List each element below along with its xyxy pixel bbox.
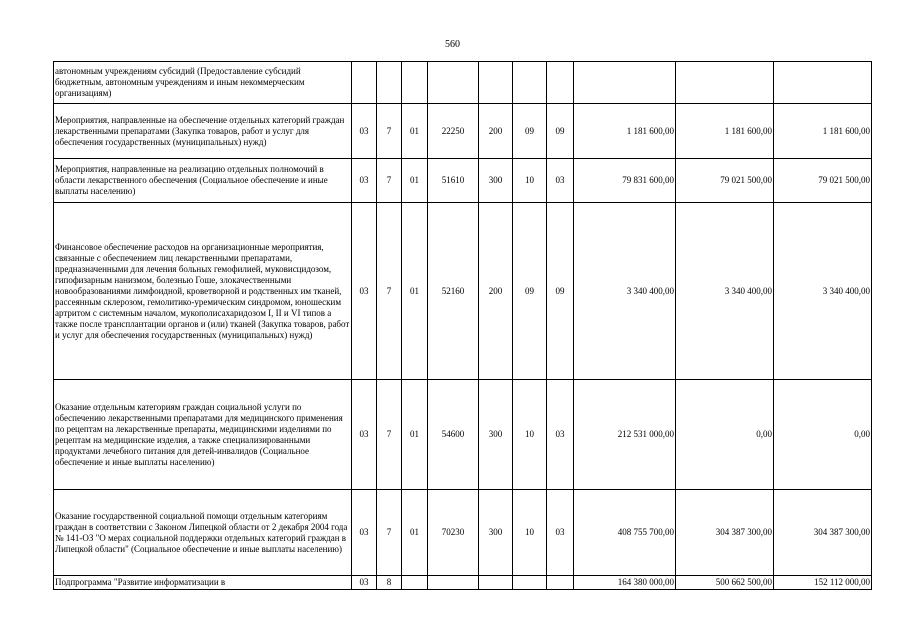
program-code: 03 <box>352 203 377 380</box>
subsection-code: 03 <box>547 380 574 490</box>
subprogram-code: 8 <box>377 576 402 590</box>
amount-2: 0,00 <box>676 380 774 490</box>
direction-code <box>428 62 479 104</box>
amount-3: 304 387 300,00 <box>774 490 872 576</box>
event-code: 01 <box>402 490 428 576</box>
amount-2 <box>676 62 774 104</box>
subsection-code: 09 <box>547 203 574 380</box>
event-code: 01 <box>402 159 428 203</box>
program-code: 03 <box>352 576 377 590</box>
expense-type-code: 300 <box>479 380 513 490</box>
amount-2: 1 181 600,00 <box>676 104 774 159</box>
amount-2: 3 340 400,00 <box>676 203 774 380</box>
direction-code: 22250 <box>428 104 479 159</box>
section-code: 10 <box>513 380 547 490</box>
section-code: 09 <box>513 203 547 380</box>
amount-1: 79 831 600,00 <box>574 159 676 203</box>
row-description: Оказание государственной социальной помощи отдельным категориям граждан в соответствии с Законом Липецкой области от 2 декабря 2004 года № 141-ОЗ "О мерах социальной поддержки отдельных категорий граждан в Липецкой области" (Социальное обеспечение и иные выплаты населению) <box>54 490 352 576</box>
amount-3 <box>774 62 872 104</box>
subsection-code <box>547 576 574 590</box>
subsection-code <box>547 62 574 104</box>
amount-3: 3 340 400,00 <box>774 203 872 380</box>
subprogram-code: 7 <box>377 104 402 159</box>
amount-1 <box>574 62 676 104</box>
amount-1: 164 380 000,00 <box>574 576 676 590</box>
budget-table <box>53 61 872 590</box>
subprogram-code: 7 <box>377 203 402 380</box>
page-number: 560 <box>445 39 460 50</box>
event-code <box>402 576 428 590</box>
event-code: 01 <box>402 104 428 159</box>
table-row <box>54 104 872 159</box>
row-description: Оказание отдельным категориям граждан социальной услуги по обеспечению лекарственными препаратами для медицинского применения по рецептам на лекарственные препараты, медицинскими изделиями по рецептам на медицинские изделия, а также специализированными продуктами лечебного питания для детей-инвалидов (Социальное обеспечение и иные выплаты населению) <box>54 380 352 490</box>
expense-type-code <box>479 62 513 104</box>
subsection-code: 09 <box>547 104 574 159</box>
direction-code: 54600 <box>428 380 479 490</box>
subprogram-code: 7 <box>377 159 402 203</box>
amount-2: 79 021 500,00 <box>676 159 774 203</box>
table-row <box>54 576 872 590</box>
direction-code: 51610 <box>428 159 479 203</box>
expense-type-code: 300 <box>479 490 513 576</box>
event-code <box>402 62 428 104</box>
amount-3: 1 181 600,00 <box>774 104 872 159</box>
subsection-code: 03 <box>547 159 574 203</box>
amount-3: 0,00 <box>774 380 872 490</box>
expense-type-code: 200 <box>479 104 513 159</box>
amount-1: 3 340 400,00 <box>574 203 676 380</box>
direction-code: 70230 <box>428 490 479 576</box>
row-description: Подпрограмма "Развитие информатизации в <box>54 576 352 590</box>
table-row <box>54 159 872 203</box>
section-code: 09 <box>513 104 547 159</box>
program-code: 03 <box>352 490 377 576</box>
section-code: 10 <box>513 490 547 576</box>
section-code <box>513 576 547 590</box>
amount-1: 408 755 700,00 <box>574 490 676 576</box>
program-code: 03 <box>352 380 377 490</box>
row-description: Финансовое обеспечение расходов на организационные мероприятия, связанные с обеспечением лиц лекарственными препаратами, предназначенными для лечения больных гемофилией, муковисцидозом, гипофизарным нанизмом, болезнью Гоше, злокачественными новообразованиями лимфоидной, кроветворной и родственных им тканей, рассеянным склерозом, гемолитико-уремическим синдромом, юношеским артритом с системным началом, мукополисахаридозом I, II и VI типов а также после трансплантации органов и (или) тканей (Закупка товаров, работ и услуг для обеспечения государственных (муниципальных) нужд) <box>54 203 352 380</box>
direction-code <box>428 576 479 590</box>
table-row <box>54 490 872 576</box>
program-code <box>352 62 377 104</box>
table-row <box>54 62 872 104</box>
row-description: Мероприятия, направленные на обеспечение отдельных категорий граждан лекарственными препаратами (Закупка товаров, работ и услуг для обеспечения государственных (муниципальных) нужд) <box>54 104 352 159</box>
event-code: 01 <box>402 380 428 490</box>
section-code <box>513 62 547 104</box>
section-code: 10 <box>513 159 547 203</box>
amount-2: 500 662 500,00 <box>676 576 774 590</box>
subprogram-code <box>377 62 402 104</box>
expense-type-code: 300 <box>479 159 513 203</box>
program-code: 03 <box>352 104 377 159</box>
amount-1: 212 531 000,00 <box>574 380 676 490</box>
expense-type-code <box>479 576 513 590</box>
event-code: 01 <box>402 203 428 380</box>
table-row <box>54 203 872 380</box>
row-description: автономным учреждениям субсидий (Предоставление субсидий бюджетным, автономным учреждениям и иным некоммерческим организациям) <box>54 62 352 104</box>
expense-type-code: 200 <box>479 203 513 380</box>
row-description: Мероприятия, направленные на реализацию отдельных полномочий в области лекарственного обеспечения (Социальное обеспечение и иные выплаты населению) <box>54 159 352 203</box>
subsection-code: 03 <box>547 490 574 576</box>
subprogram-code: 7 <box>377 490 402 576</box>
table-row <box>54 380 872 490</box>
amount-3: 152 112 000,00 <box>774 576 872 590</box>
program-code: 03 <box>352 159 377 203</box>
amount-3: 79 021 500,00 <box>774 159 872 203</box>
direction-code: 52160 <box>428 203 479 380</box>
table-body <box>54 62 872 590</box>
amount-1: 1 181 600,00 <box>574 104 676 159</box>
amount-2: 304 387 300,00 <box>676 490 774 576</box>
subprogram-code: 7 <box>377 380 402 490</box>
